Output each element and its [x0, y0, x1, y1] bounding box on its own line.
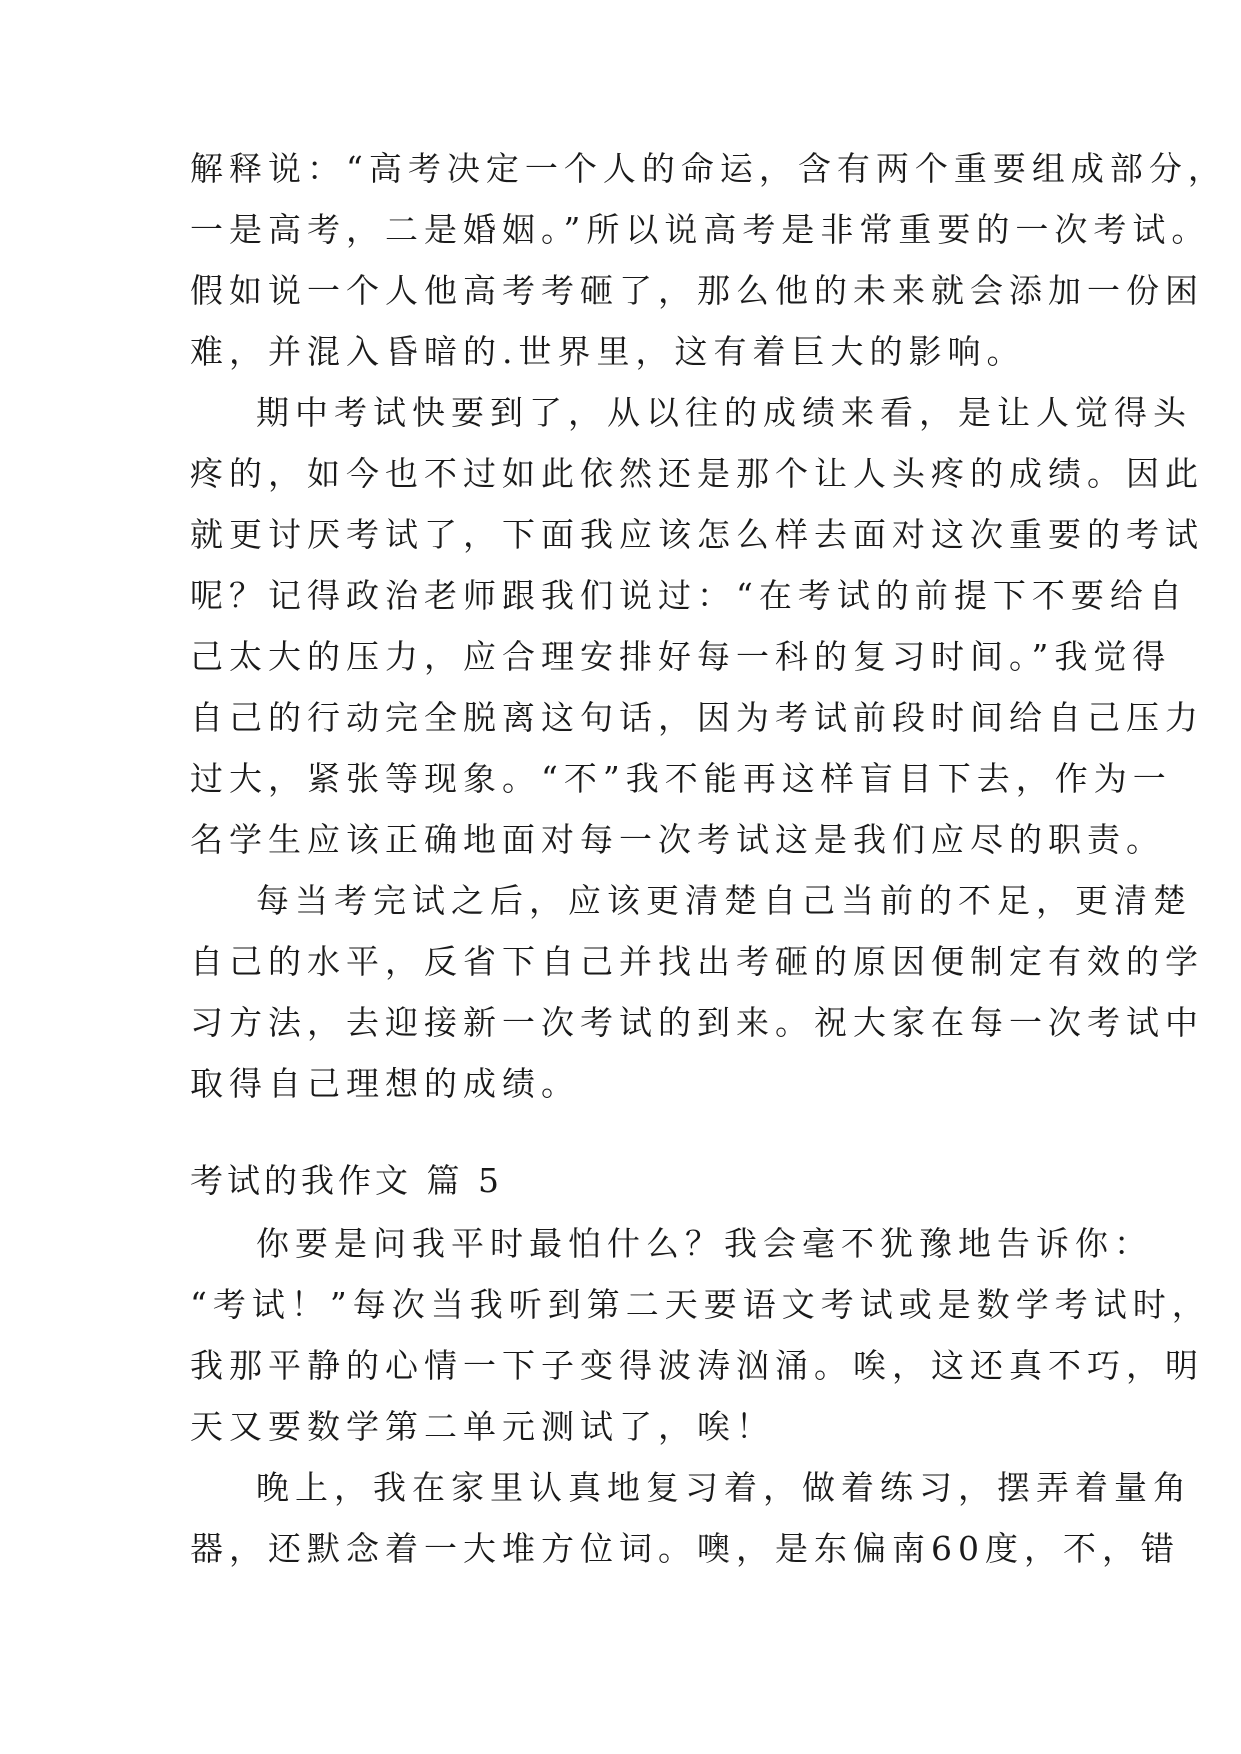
text-line: 晚上，我在家里认真地复习着，做着练习，摆弄着量角 [256, 1468, 1192, 1507]
text-line: 取得自己理想的成绩。 [190, 1064, 580, 1103]
text-line: “考试！”每次当我听到第二天要语文考试或是数学考试时， [190, 1285, 1211, 1324]
text-line: 己太大的压力，应合理安排好每一科的复习时间。”我觉得 [190, 637, 1172, 676]
text-line: 就更讨厌考试了，下面我应该怎么样去面对这次重要的考试 [190, 515, 1204, 554]
text-line: 每当考完试之后，应该更清楚自己当前的不足，更清楚 [256, 881, 1192, 920]
text-line: 我那平静的心情一下子变得波涛汹涌。唉，这还真不巧，明 [190, 1346, 1204, 1385]
text-line: 名学生应该正确地面对每一次考试这是我们应尽的职责。 [190, 820, 1165, 859]
text-line: 天又要数学第二单元测试了，唉！ [190, 1407, 775, 1446]
text-line: 你要是问我平时最怕什么？我会毫不犹豫地告诉你： [256, 1224, 1153, 1263]
section-heading: 考试的我作文 篇 5 [190, 1161, 503, 1200]
text-line: 难，并混入昏暗的.世界里，这有着巨大的影响。 [190, 332, 1026, 371]
text-line: 习方法，去迎接新一次考试的到来。祝大家在每一次考试中 [190, 1003, 1204, 1042]
text-line: 呢？记得政治老师跟我们说过：“在考试的前提下不要给自 [190, 576, 1188, 615]
paragraph [190, 1213, 1211, 1457]
document-page [190, 138, 1227, 1579]
text-line: 器，还默念着一大堆方位词。噢，是东偏南60度，不，错 [190, 1529, 1180, 1568]
paragraph [190, 870, 1204, 1114]
text-line: 期中考试快要到了，从以往的成绩来看，是让人觉得头 [256, 393, 1192, 432]
paragraph [190, 1457, 1192, 1579]
paragraph [190, 382, 1204, 870]
text-line: 假如说一个人他高考考砸了，那么他的未来就会添加一份困 [190, 271, 1204, 310]
paragraph [190, 138, 1227, 382]
text-line: 自己的水平，反省下自己并找出考砸的原因便制定有效的学 [190, 942, 1204, 981]
text-line: 过大，紧张等现象。“不”我不能再这样盲目下去，作为一 [190, 759, 1172, 798]
text-line: 一是高考，二是婚姻。”所以说高考是非常重要的一次考试。 [190, 210, 1211, 249]
text-line: 解释说：“高考决定一个人的命运，含有两个重要组成部分， [190, 149, 1227, 188]
text-line: 疼的，如今也不过如此依然还是那个让人头疼的成绩。因此 [190, 454, 1204, 493]
text-line: 自己的行动完全脱离这句话，因为考试前段时间给自己压力 [190, 698, 1204, 737]
